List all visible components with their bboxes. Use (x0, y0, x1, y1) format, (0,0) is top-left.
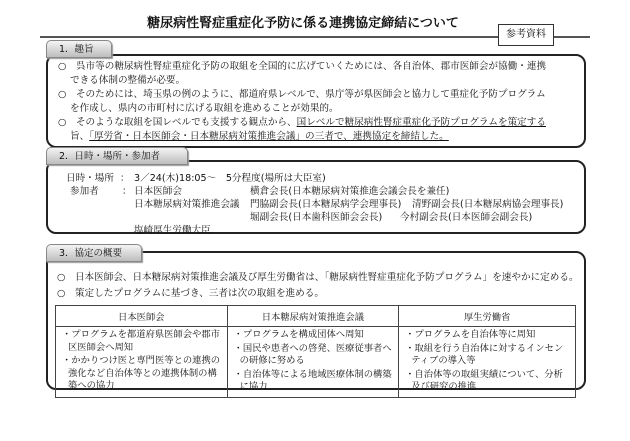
participant: 堀副会長(日本歯科医師会会長) (250, 212, 383, 223)
commitments-table (55, 305, 576, 398)
col-header: 日本糖尿病対策推進会議 (227, 306, 399, 327)
section-overview-tab: 3．協定の概要 (46, 244, 142, 262)
participant-minister: 塩崎厚生労働大臣 (134, 225, 211, 236)
section-schedule-tab: 2．日時・場所・参加者 (46, 147, 188, 165)
participant: 門脇副会長(日本糖尿病学会理事長) (250, 199, 402, 210)
overview-item-1: ○ 日本医師会、日本糖尿病対策推進会議及び厚生労働省は、「糖尿病性腎症重症化予防プログラム」を速やかに定める。 (57, 272, 579, 283)
col-mhlw: ・プログラムを自治体等に周知 ・取組を行う自治体に対するインセンティブの導入等 ・自治体等の取組実績について、分析及び研究の推進 (399, 327, 576, 398)
col-header: 日本医師会 (56, 306, 228, 327)
purpose-item-2: ○ そのためには、埼玉県の例のように、都道府県レベルで、県庁等が県医師会と協力して重症化予防プログラム (58, 89, 546, 100)
purpose-item-3-cont: 旨、「厚労省・日本医師会・日本糖尿病対策推進会議」の三者で、連携協定を締結した。 (70, 131, 449, 142)
col-jma: ・プログラムを都道府県医師会や郡市区医師会へ周知 ・かかりつけ医と専門医等との連携の強化など自治体等との連携体制の構築への協力 (56, 327, 228, 398)
purpose-item-1: ○ 呉市等の糖尿病性腎症重症化予防の取組を全国的に広げていくためには、各自治体、郡市医師会が協働・連携 (58, 61, 547, 72)
reference-badge: 参考資料 (498, 24, 554, 46)
purpose-item-1-cont: できる体制の整備が必要。 (70, 75, 186, 86)
org-jma: 日本医師会 (134, 186, 182, 197)
participant: 今村副会長(日本医師会副会長) (400, 212, 533, 223)
participants-sep: ： (122, 186, 132, 197)
datetime-value: 3／24(木)18:05～ 5分程度(場所は大臣室) (134, 173, 326, 184)
purpose-item-3: ○ そのような取組を国レベルでも支援する観点から、国レベルで糖尿病性腎症重症化予防プログラムを策定する (58, 117, 546, 128)
participants-label: 参加者 (70, 186, 99, 197)
datetime-sep: ： (120, 173, 130, 184)
participant: 清野副会長(日本糖尿病協会理事長) (412, 199, 564, 210)
col-header: 厚生労働省 (399, 306, 576, 327)
datetime-label: 日時・場所 (66, 173, 114, 184)
participant: 横倉会長(日本糖尿病対策推進会議会長を兼任) (250, 186, 450, 197)
title-text: 糖尿病性腎症重症化予防に係る連携協定締結について (147, 16, 459, 31)
col-jcdm: ・プログラムを構成団体へ周知 ・国民や患者への啓発、医療従事者への研修に努める ・自治体等による地域医療体制の構築に協力 (227, 327, 399, 398)
org-jcdm: 日本糖尿病対策推進会議 (134, 199, 240, 210)
purpose-item-2-cont: を作成し、県内の市町村に広げる取組を進めることが効果的。 (70, 103, 339, 114)
overview-item-2: ○ 策定したプログラムに基づき、三者は次の取組を進める。 (57, 288, 324, 299)
section-purpose-tab: 1．趣旨 (46, 40, 112, 58)
